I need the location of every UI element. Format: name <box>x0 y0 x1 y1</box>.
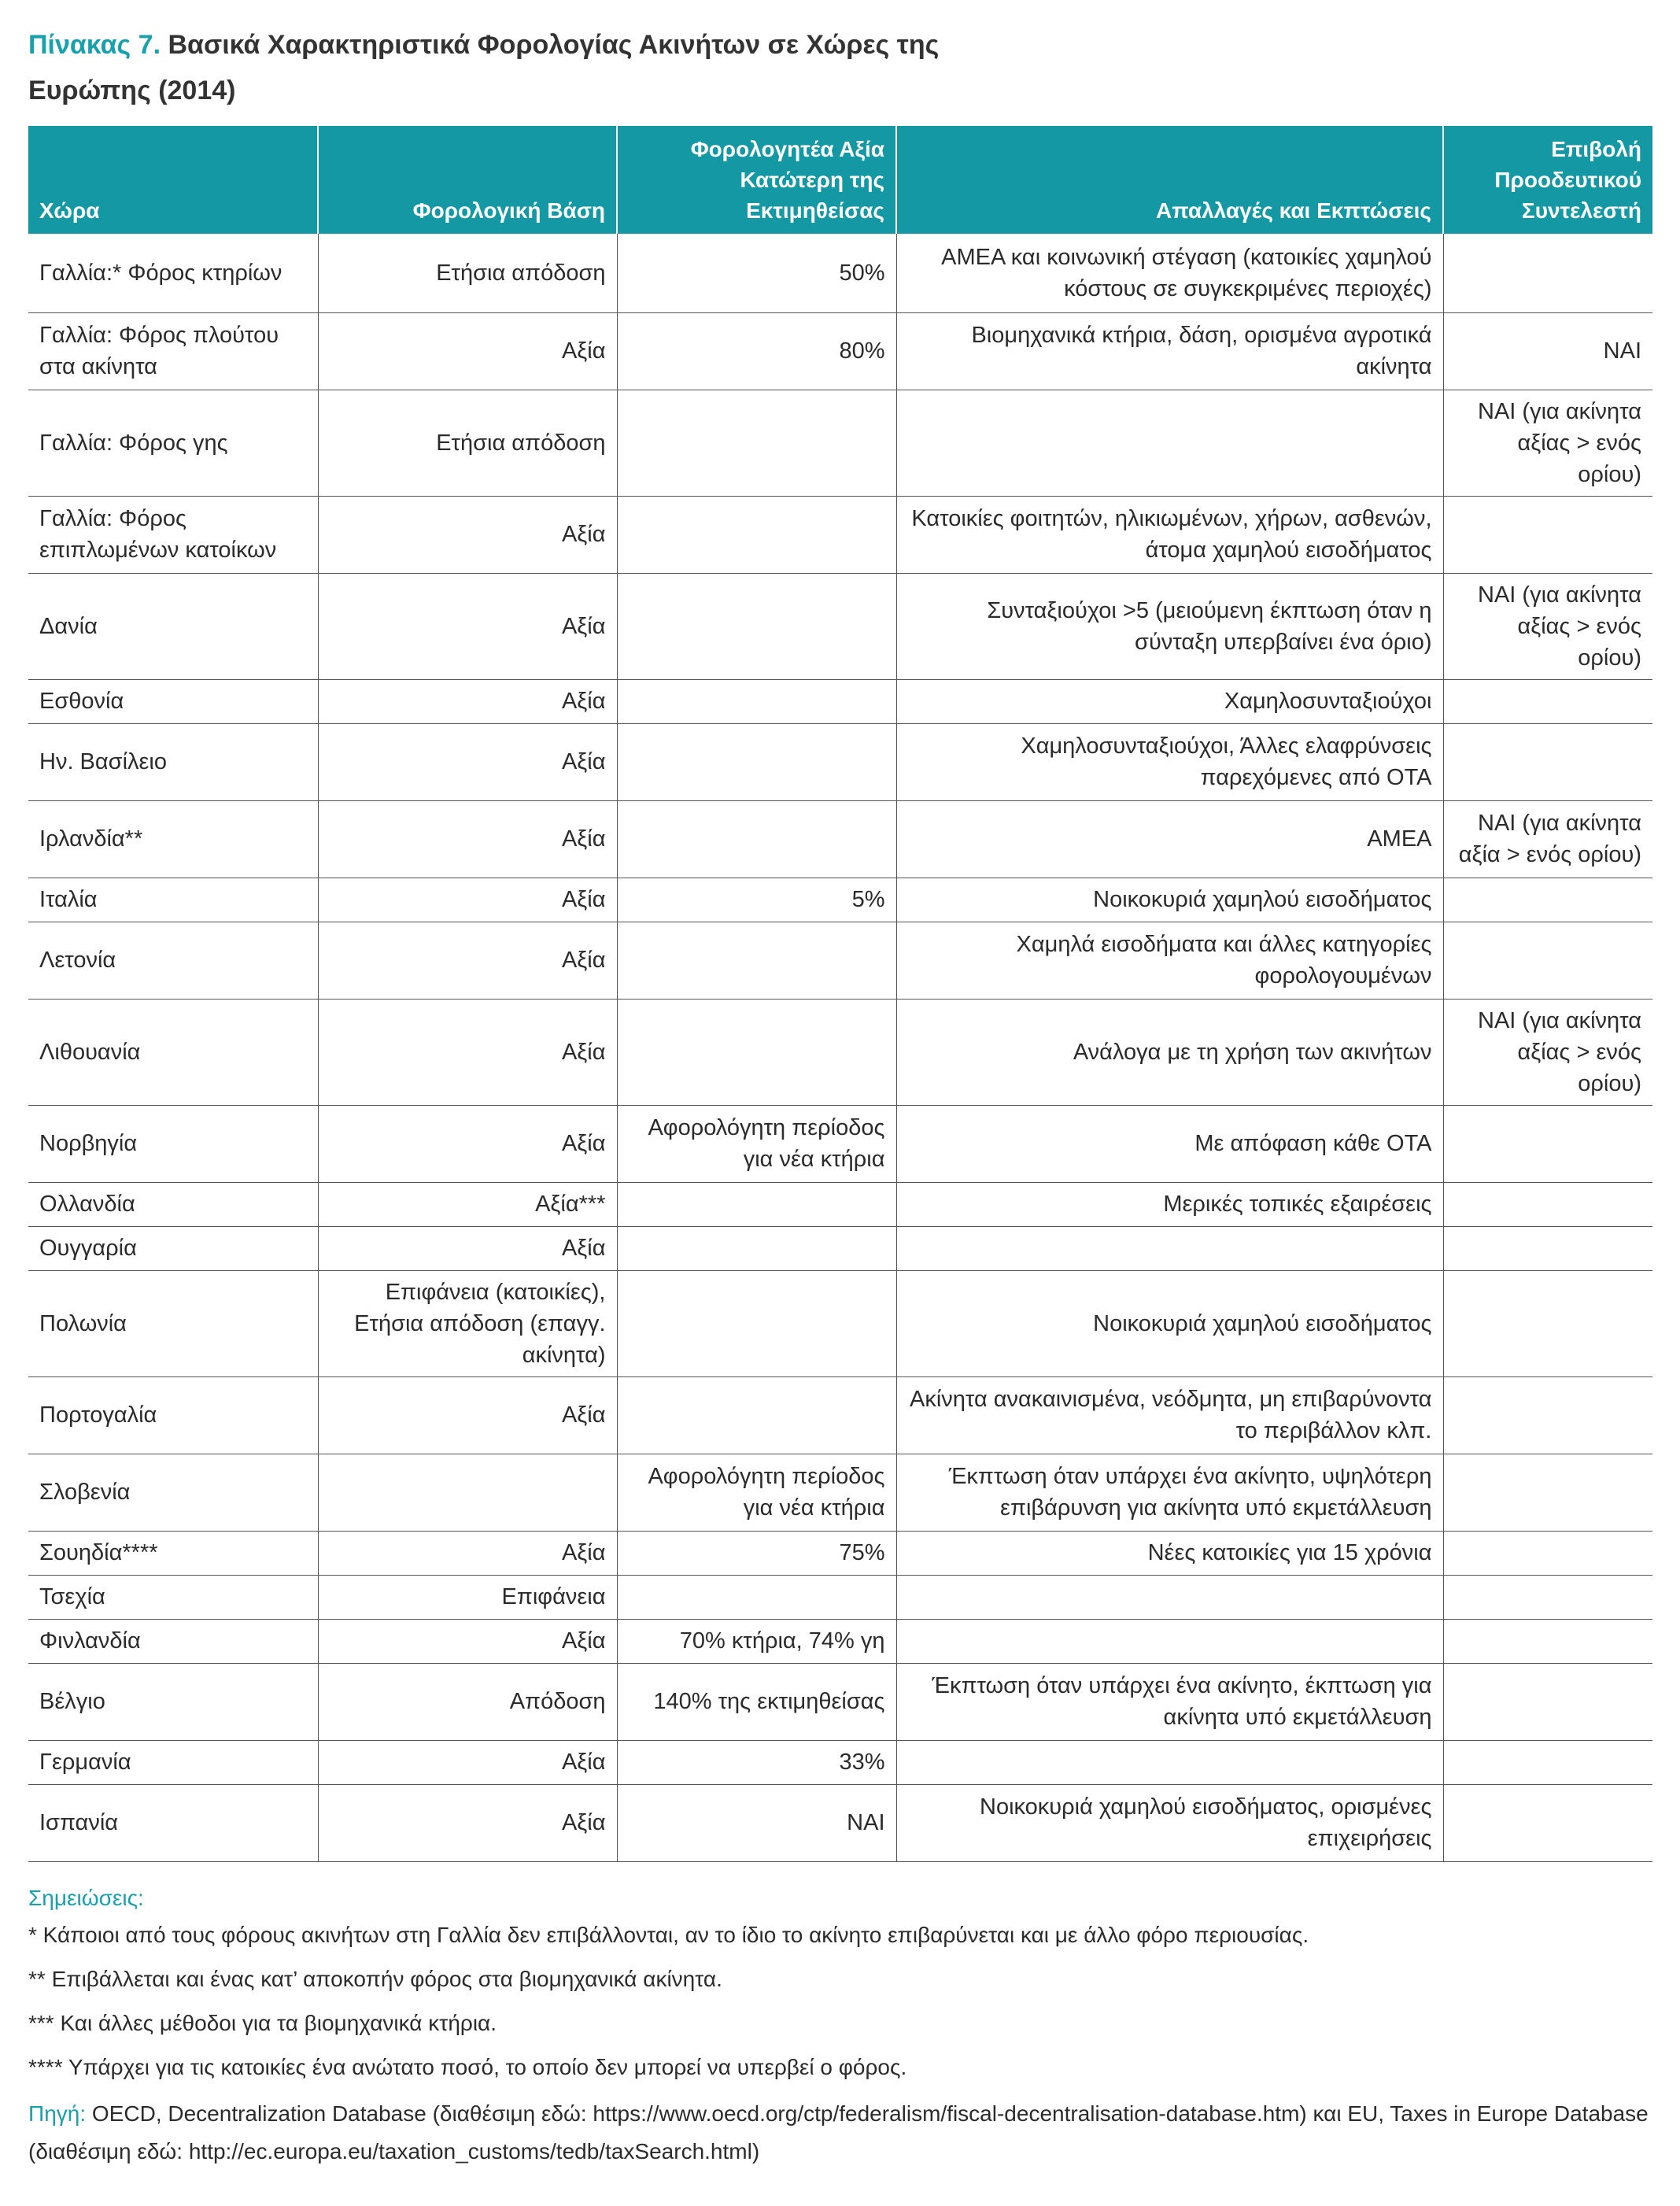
exemptions-cell <box>896 1575 1443 1619</box>
tax-base-cell: Αξία <box>318 1531 617 1575</box>
table-title-line2: Ευρώπης (2014) <box>28 76 236 105</box>
taxable-value-cell <box>617 1182 896 1226</box>
taxable-value-cell <box>617 679 896 723</box>
country-cell: Πολωνία <box>28 1270 318 1376</box>
progressive-rate-cell <box>1443 679 1652 723</box>
taxable-value-cell: ΝΑΙ <box>617 1784 896 1861</box>
country-cell: Σουηδία**** <box>28 1531 318 1575</box>
exemptions-cell: Νοικοκυριά χαμηλού εισοδήματος, ορισμένες επιχειρήσεις <box>896 1784 1443 1861</box>
country-cell: Νορβηγία <box>28 1105 318 1182</box>
table-row <box>28 1575 1652 1619</box>
exemptions-cell: Βιομηχανικά κτήρια, δάση, ορισμένα αγροτικά ακίνητα <box>896 312 1443 390</box>
taxable-value-cell: 50% <box>617 234 896 312</box>
taxable-value-cell: 70% κτήρια, 74% γη <box>617 1619 896 1663</box>
note-1: * Κάποιοι από τους φόρους ακινήτων στη Γαλλία δεν επιβάλλονται, αν το ίδιο το ακίνητο επιβαρύνεται και με άλλο φόρο περιουσίας. <box>28 1922 1309 1947</box>
exemptions-cell: Με απόφαση κάθε ΟΤΑ <box>896 1105 1443 1182</box>
table-row <box>28 1454 1652 1531</box>
exemptions-cell: Ακίνητα ανακαινισμένα, νεόδμητα, μη επιβαρύνοντα το περιβάλλον κλπ. <box>896 1376 1443 1454</box>
table-title-line1: Βασικά Χαρακτηριστικά Φορολογίας Ακινήτων σε Χώρες της <box>168 30 940 60</box>
country-cell: Βέλγιο <box>28 1663 318 1740</box>
taxable-value-cell <box>617 922 896 999</box>
tax-base-cell: Ετήσια απόδοση <box>318 234 617 312</box>
country-cell: Γαλλία: Φόρος πλούτου στα ακίνητα <box>28 312 318 390</box>
country-cell: Ουγγαρία <box>28 1226 318 1270</box>
country-cell: Πορτογαλία <box>28 1376 318 1454</box>
taxable-value-cell: 33% <box>617 1740 896 1784</box>
table-row <box>28 1740 1652 1784</box>
table-row <box>28 878 1652 922</box>
tax-base-cell: Αξία*** <box>318 1182 617 1226</box>
progressive-rate-cell <box>1443 1454 1652 1531</box>
exemptions-cell <box>896 1226 1443 1270</box>
progressive-rate-cell: ΝΑΙ (για ακίνητα αξίας > ενός ορίου) <box>1443 999 1652 1105</box>
exemptions-cell: Χαμηλοσυνταξιούχοι <box>896 679 1443 723</box>
source-note <box>28 2095 1652 2171</box>
header-country: Χώρα <box>28 126 318 234</box>
progressive-rate-cell <box>1443 723 1652 800</box>
header-progressive-rate: Επιβολή Προοδευτικού Συντελεστή <box>1443 126 1652 234</box>
taxable-value-cell <box>617 1376 896 1454</box>
table-row <box>28 573 1652 679</box>
tax-base-cell: Αξία <box>318 1619 617 1663</box>
country-cell: Γαλλία: Φόρος γης <box>28 390 318 496</box>
table-row <box>28 1619 1652 1663</box>
country-cell: Φινλανδία <box>28 1619 318 1663</box>
tax-base-cell: Αξία <box>318 573 617 679</box>
taxable-value-cell <box>617 573 896 679</box>
progressive-rate-cell: ΝΑΙ <box>1443 312 1652 390</box>
taxable-value-cell <box>617 1575 896 1619</box>
tax-base-cell: Αξία <box>318 679 617 723</box>
country-cell: Εσθονία <box>28 679 318 723</box>
exemptions-cell: Χαμηλά εισοδήματα και άλλες κατηγορίες φορολογουμένων <box>896 922 1443 999</box>
country-cell: Λετονία <box>28 922 318 999</box>
table-header-row <box>28 126 1652 234</box>
table-row <box>28 390 1652 496</box>
country-cell: Ιταλία <box>28 878 318 922</box>
progressive-rate-cell <box>1443 1226 1652 1270</box>
progressive-rate-cell <box>1443 1619 1652 1663</box>
table-row <box>28 999 1652 1105</box>
progressive-rate-cell <box>1443 1182 1652 1226</box>
taxable-value-cell <box>617 1270 896 1376</box>
country-cell: Ην. Βασίλειο <box>28 723 318 800</box>
country-cell: Ισπανία <box>28 1784 318 1861</box>
header-taxable-value: Φορολογητέα Αξία Κατώτερη της Εκτιμηθείσας <box>617 126 896 234</box>
country-cell: Λιθουανία <box>28 999 318 1105</box>
tax-base-cell: Αξία <box>318 496 617 573</box>
exemptions-cell: Συνταξιούχοι >5 (μειούμενη έκπτωση όταν η σύνταξη υπερβαίνει ένα όριο) <box>896 573 1443 679</box>
taxable-value-cell: 5% <box>617 878 896 922</box>
progressive-rate-cell <box>1443 1575 1652 1619</box>
tax-base-cell: Αξία <box>318 1105 617 1182</box>
table-row <box>28 312 1652 390</box>
progressive-rate-cell <box>1443 1376 1652 1454</box>
table-row <box>28 1105 1652 1182</box>
source-text: OECD, Decentralization Database (διαθέσιμη εδώ: https://www.oecd.org/ctp/federalism/fiscal-decentralisation-database.htm) και EU, Taxes in Europe Database (διαθέσιμη εδώ: http://ec.europa.eu/taxation_customs/tedb/taxSearch.html) <box>28 2101 1649 2164</box>
tax-base-cell: Αξία <box>318 878 617 922</box>
taxable-value-cell: Αφορολόγητη περίοδος για νέα κτήρια <box>617 1105 896 1182</box>
exemptions-cell: Έκπτωση όταν υπάρχει ένα ακίνητο, υψηλότερη επιβάρυνση για ακίνητα υπό εκμετάλλευση <box>896 1454 1443 1531</box>
progressive-rate-cell <box>1443 1784 1652 1861</box>
tax-base-cell: Αξία <box>318 723 617 800</box>
tax-base-cell: Αξία <box>318 1376 617 1454</box>
document-page <box>28 22 1652 2193</box>
progressive-rate-cell <box>1443 878 1652 922</box>
table-row <box>28 679 1652 723</box>
progressive-rate-cell <box>1443 1663 1652 1740</box>
taxable-value-cell <box>617 496 896 573</box>
progressive-rate-cell: ΝΑΙ (για ακίνητα αξίας > ενός ορίου) <box>1443 390 1652 496</box>
exemptions-cell: Χαμηλοσυνταξιούχοι, Άλλες ελαφρύνσεις παρεχόμενες από ΟΤΑ <box>896 723 1443 800</box>
taxable-value-cell: 140% της εκτιμηθείσας <box>617 1663 896 1740</box>
table-row <box>28 496 1652 573</box>
exemptions-cell: Νοικοκυριά χαμηλού εισοδήματος <box>896 1270 1443 1376</box>
table-row <box>28 1376 1652 1454</box>
table-body <box>28 234 1652 1861</box>
progressive-rate-cell <box>1443 922 1652 999</box>
tax-base-cell: Επιφάνεια <box>318 1575 617 1619</box>
table-row <box>28 723 1652 800</box>
progressive-rate-cell <box>1443 1105 1652 1182</box>
tax-base-cell: Επιφάνεια (κατοικίες), Ετήσια απόδοση (επαγγ. ακίνητα) <box>318 1270 617 1376</box>
progressive-rate-cell <box>1443 234 1652 312</box>
exemptions-cell: Μερικές τοπικές εξαιρέσεις <box>896 1182 1443 1226</box>
taxable-value-cell <box>617 723 896 800</box>
progressive-rate-cell <box>1443 1531 1652 1575</box>
note-4: **** Υπάρχει για τις κατοικίες ένα ανώτατο ποσό, το οποίο δεν μπορεί να υπερβεί ο φόρος. <box>28 2054 907 2079</box>
country-cell: Ιρλανδία** <box>28 800 318 878</box>
country-cell: Γαλλία: Φόρος επιπλωμένων κατοίκων <box>28 496 318 573</box>
note-3: *** Και άλλες μέθοδοι για τα βιομηχανικά κτήρια. <box>28 2010 497 2035</box>
tax-base-cell: Αξία <box>318 1226 617 1270</box>
country-cell: Σλοβενία <box>28 1454 318 1531</box>
progressive-rate-cell <box>1443 1270 1652 1376</box>
exemptions-cell <box>896 1740 1443 1784</box>
tax-base-cell <box>318 1454 617 1531</box>
table-row <box>28 1226 1652 1270</box>
progressive-rate-cell <box>1443 1740 1652 1784</box>
country-cell: Γαλλία:* Φόρος κτηρίων <box>28 234 318 312</box>
exemptions-cell: Νοικοκυριά χαμηλού εισοδήματος <box>896 878 1443 922</box>
table-row <box>28 1182 1652 1226</box>
table-title <box>28 22 1652 113</box>
table-row <box>28 800 1652 878</box>
exemptions-cell: Έκπτωση όταν υπάρχει ένα ακίνητο, έκπτωση για ακίνητα υπό εκμετάλλευση <box>896 1663 1443 1740</box>
country-cell: Τσεχία <box>28 1575 318 1619</box>
country-cell: Δανία <box>28 573 318 679</box>
table-number: Πίνακας 7. <box>28 30 161 60</box>
tax-base-cell: Αξία <box>318 800 617 878</box>
table-row <box>28 1784 1652 1861</box>
taxable-value-cell: 75% <box>617 1531 896 1575</box>
exemptions-cell: ΑΜΕΑ <box>896 800 1443 878</box>
tax-base-cell: Αξία <box>318 1740 617 1784</box>
tax-base-cell: Αξία <box>318 1784 617 1861</box>
table-row <box>28 1270 1652 1376</box>
notes-label: Σημειώσεις: <box>28 1885 144 1910</box>
country-cell: Γερμανία <box>28 1740 318 1784</box>
taxable-value-cell <box>617 1226 896 1270</box>
table-row <box>28 1531 1652 1575</box>
progressive-rate-cell: ΝΑΙ (για ακίνητα αξία > ενός ορίου) <box>1443 800 1652 878</box>
table-row <box>28 234 1652 312</box>
exemptions-cell: Κατοικίες φοιτητών, ηλικιωμένων, χήρων, ασθενών, άτομα χαμηλού εισοδήματος <box>896 496 1443 573</box>
note-2: ** Επιβάλλεται και ένας κατ’ αποκοπήν φόρος στα βιομηχανικά ακίνητα. <box>28 1966 722 1991</box>
taxable-value-cell <box>617 999 896 1105</box>
exemptions-cell: Νέες κατοικίες για 15 χρόνια <box>896 1531 1443 1575</box>
exemptions-cell: ΑΜΕΑ και κοινωνική στέγαση (κατοικίες χαμηλού κόστους σε συγκεκριμένες περιοχές) <box>896 234 1443 312</box>
header-tax-base: Φορολογική Βάση <box>318 126 617 234</box>
property-tax-table <box>28 126 1652 1862</box>
tax-base-cell: Ετήσια απόδοση <box>318 390 617 496</box>
tax-base-cell: Απόδοση <box>318 1663 617 1740</box>
taxable-value-cell <box>617 390 896 496</box>
tax-base-cell: Αξία <box>318 312 617 390</box>
taxable-value-cell: 80% <box>617 312 896 390</box>
exemptions-cell <box>896 390 1443 496</box>
taxable-value-cell: Αφορολόγητη περίοδος για νέα κτήρια <box>617 1454 896 1531</box>
progressive-rate-cell: ΝΑΙ (για ακίνητα αξίας > ενός ορίου) <box>1443 573 1652 679</box>
progressive-rate-cell <box>1443 496 1652 573</box>
exemptions-cell <box>896 1619 1443 1663</box>
exemptions-cell: Ανάλογα με τη χρήση των ακινήτων <box>896 999 1443 1105</box>
notes-section <box>28 1878 1652 2084</box>
source-label: Πηγή: <box>28 2101 87 2126</box>
taxable-value-cell <box>617 800 896 878</box>
table-row <box>28 1663 1652 1740</box>
country-cell: Ολλανδία <box>28 1182 318 1226</box>
header-exemptions: Απαλλαγές και Εκπτώσεις <box>896 126 1443 234</box>
table-row <box>28 922 1652 999</box>
tax-base-cell: Αξία <box>318 999 617 1105</box>
tax-base-cell: Αξία <box>318 922 617 999</box>
